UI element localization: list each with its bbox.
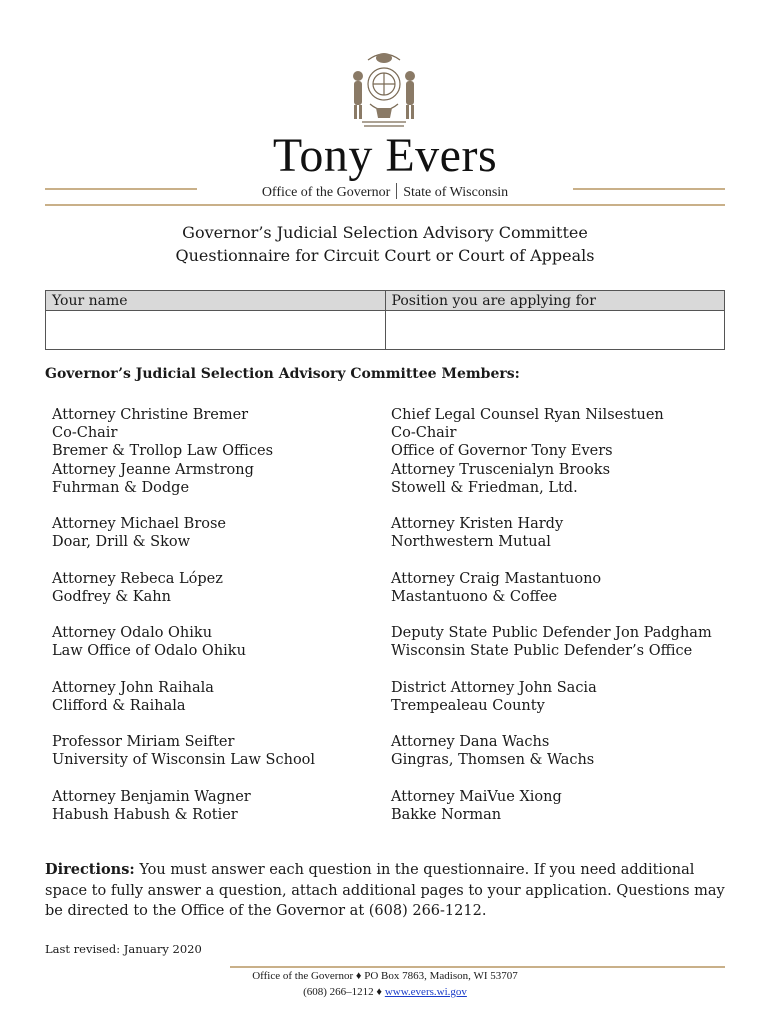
member-line: Attorney Kristen Hardy bbox=[391, 516, 564, 532]
member-line: Attorney Rebeca López bbox=[52, 570, 223, 587]
member-line: Bakke Norman bbox=[391, 806, 502, 823]
office-separator bbox=[396, 183, 397, 199]
wisconsin-state-seal-icon bbox=[340, 42, 428, 130]
member-line: Doar, Drill & Skow bbox=[52, 534, 191, 550]
footer-rule bbox=[230, 966, 725, 968]
member-line: University of Wisconsin Law School bbox=[52, 752, 316, 768]
document-title-line2: Questionnaire for Circuit Court or Court of Appeals bbox=[175, 246, 595, 265]
member-entry bbox=[391, 461, 712, 516]
your-name-field[interactable] bbox=[46, 311, 386, 350]
directions-text: You must answer each question in the questionnaire. If you need additional space to fully answer a question, attach additional pages to your application. Questions may be directed to the Office of the Governor at (608) 266-1212. bbox=[45, 862, 725, 919]
member-entry bbox=[391, 624, 712, 679]
member-line: Attorney Michael Brose bbox=[52, 516, 227, 532]
office-label: Office of the Governor bbox=[261, 185, 391, 200]
member-line: Stowell & Friedman, Ltd. bbox=[391, 479, 578, 496]
member-line: Gingras, Thomsen & Wachs bbox=[391, 752, 595, 768]
member-line: Mastantuono & Coffee bbox=[391, 588, 558, 605]
directions-paragraph bbox=[45, 860, 735, 922]
member-entry bbox=[391, 515, 712, 570]
document-title-line1: Governor’s Judicial Selection Advisory Committee bbox=[182, 223, 588, 242]
member-entry bbox=[52, 788, 315, 843]
member-entry bbox=[391, 733, 712, 788]
member-line: Attorney Christine Bremer bbox=[52, 407, 249, 423]
footer-address: Office of the Governor ♦ PO Box 7863, Madison, WI 53707 bbox=[252, 970, 518, 982]
state-label: State of Wisconsin bbox=[403, 185, 509, 200]
member-entry bbox=[52, 570, 315, 625]
member-line: Co-Chair bbox=[391, 425, 457, 441]
member-line: Co-Chair bbox=[52, 425, 118, 441]
member-line: Office of Governor Tony Evers bbox=[391, 443, 613, 459]
members-left-column bbox=[52, 406, 315, 842]
member-line: Chief Legal Counsel Ryan Nilsestuen bbox=[391, 407, 664, 423]
member-line: Attorney Truscenialyn Brooks bbox=[391, 461, 611, 478]
member-line: Attorney John Raihala bbox=[52, 679, 214, 696]
member-line: Northwestern Mutual bbox=[391, 534, 551, 550]
member-entry bbox=[391, 570, 712, 625]
member-line: Professor Miriam Seifter bbox=[52, 734, 235, 750]
member-line: Attorney Jeanne Armstrong bbox=[52, 461, 254, 478]
member-line: Attorney Craig Mastantuono bbox=[391, 570, 602, 587]
member-entry bbox=[52, 515, 315, 570]
member-line: Attorney Benjamin Wagner bbox=[52, 788, 251, 805]
member-line: Clifford & Raihala bbox=[52, 697, 186, 714]
member-entry bbox=[391, 679, 712, 734]
member-line: Wisconsin State Public Defender’s Office bbox=[391, 643, 693, 659]
member-entry bbox=[52, 406, 315, 461]
member-line: Attorney MaiVue Xiong bbox=[391, 788, 562, 805]
footer-website-link[interactable]: www.evers.wi.gov bbox=[384, 986, 467, 998]
members-right-column bbox=[391, 406, 712, 842]
member-line: Fuhrman & Dodge bbox=[52, 479, 190, 496]
position-field[interactable] bbox=[385, 311, 725, 350]
member-entry bbox=[52, 461, 315, 516]
members-heading: Governor’s Judicial Selection Advisory Committee Members: bbox=[45, 366, 520, 382]
footer-phone: (608) 266–1212 ♦ bbox=[303, 986, 385, 998]
last-revised: Last revised: January 2020 bbox=[45, 942, 202, 956]
member-line: District Attorney John Sacia bbox=[391, 679, 597, 696]
footer-contact bbox=[0, 986, 770, 998]
member-line: Godfrey & Kahn bbox=[52, 588, 171, 605]
member-line: Deputy State Public Defender Jon Padgham bbox=[391, 625, 712, 641]
member-entry bbox=[391, 406, 712, 461]
header-rule-full bbox=[45, 204, 725, 206]
position-header: Position you are applying for bbox=[385, 291, 725, 311]
office-subtitle bbox=[0, 183, 770, 201]
member-line: Law Office of Odalo Ohiku bbox=[52, 643, 246, 659]
member-entry bbox=[52, 733, 315, 788]
applicant-info-table bbox=[45, 290, 725, 350]
your-name-header: Your name bbox=[46, 291, 386, 311]
governor-name: Tony Evers bbox=[272, 129, 498, 182]
member-entry bbox=[391, 788, 712, 843]
member-line: Attorney Odalo Ohiku bbox=[52, 625, 213, 641]
member-entry bbox=[52, 679, 315, 734]
member-line: Trempealeau County bbox=[391, 697, 545, 714]
member-entry bbox=[52, 624, 315, 679]
member-line: Attorney Dana Wachs bbox=[391, 734, 550, 750]
member-line: Bremer & Trollop Law Offices bbox=[52, 443, 274, 459]
member-line: Habush Habush & Rotier bbox=[52, 806, 238, 823]
directions-label: Directions: bbox=[45, 861, 135, 878]
